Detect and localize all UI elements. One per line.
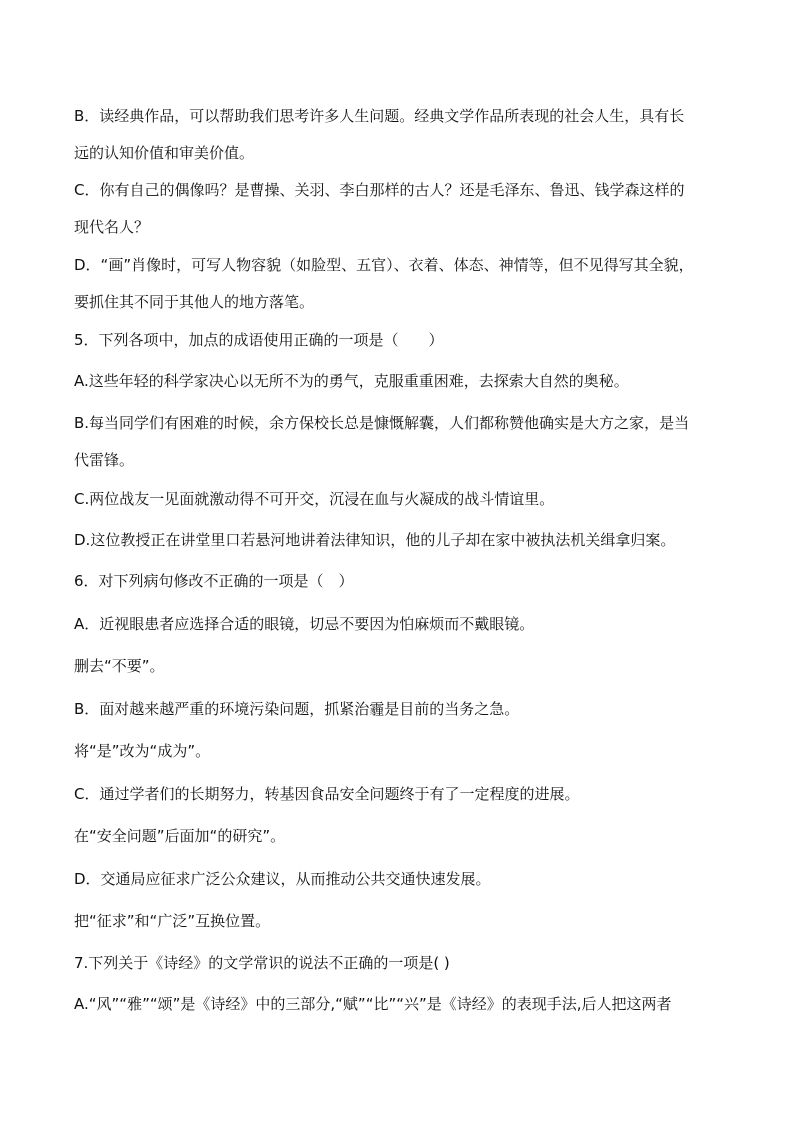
- option-c-q4-line2: 现代名人？: [74, 218, 150, 236]
- option-b-q5-line2: 代雷锋。: [74, 451, 135, 469]
- option-d-q4-line1: D．“画”肖像时，可写人物容貌（如脸型、五官）、衣着、体态、神情等，但不见得写其全貌，: [74, 256, 694, 274]
- option-c-q6: C．通过学者们的长期努力，转基因食品安全问题终于有了一定程度的进展。: [74, 785, 580, 803]
- question-5: 5．下列各项中，加点的成语使用正确的一项是（ ）: [74, 331, 444, 349]
- option-d-q6-fix: 把“征求”和“广泛”互换位置。: [74, 912, 271, 930]
- option-b-q4-line1: B．读经典作品，可以帮助我们思考许多人生问题。经典文学作品所表现的社会人生，具有长: [74, 107, 685, 125]
- question-7: 7.下列关于《诗经》的文学常识的说法不正确的一项是( ): [74, 954, 450, 972]
- option-a-q5: A.这些年轻的科学家决心以无所不为的勇气，克服重重困难，去探索大自然的奥秘。: [74, 372, 629, 390]
- option-c-q4-line1: C．你有自己的偶像吗？是曹操、关羽、李白那样的古人？还是毛泽东、鲁迅、钱学森这样的: [74, 181, 685, 199]
- option-a-q6-fix: 删去“不要”。: [74, 657, 165, 675]
- question-6: 6．对下列病句修改不正确的一项是（ ）: [74, 572, 354, 590]
- option-d-q4-line2: 要抓住其不同于其他人的地方落笔。: [74, 293, 315, 311]
- option-c-q6-fix: 在“安全问题”后面加“的研究”。: [74, 827, 286, 845]
- option-b-q5-line1: B.每当同学们有困难的时候，余方保校长总是慷慨解囊，人们都称赞他确实是大方之家，是当: [74, 414, 690, 432]
- option-a-q7-line1: A.“风”“雅”“颂”是《诗经》中的三部分,“赋”“比”“兴”是《诗经》的表现手法,后人把这两者: [74, 995, 672, 1013]
- option-c-q5: C.两位战友一见面就激动得不可开交，沉浸在血与火凝成的战斗情谊里。: [74, 490, 555, 508]
- option-b-q4-line2: 远的认知价值和审美价值。: [74, 144, 255, 162]
- option-d-q5: D.这位教授正在讲堂里口若悬河地讲着法律知识，他的儿子却在家中被执法机关缉拿归案。: [74, 531, 676, 549]
- option-b-q6: B．面对越来越严重的环境污染问题，抓紧治霾是目前的当务之急。: [74, 700, 520, 718]
- option-a-q6: A．近视眼患者应选择合适的眼镜，切忌不要因为怕麻烦而不戴眼镜。: [74, 615, 535, 633]
- option-d-q6: D．交通局应征求广泛公众建议，从而推动公共交通快速发展。: [74, 870, 491, 888]
- option-b-q6-fix: 将“是”改为“成为”。: [74, 742, 211, 760]
